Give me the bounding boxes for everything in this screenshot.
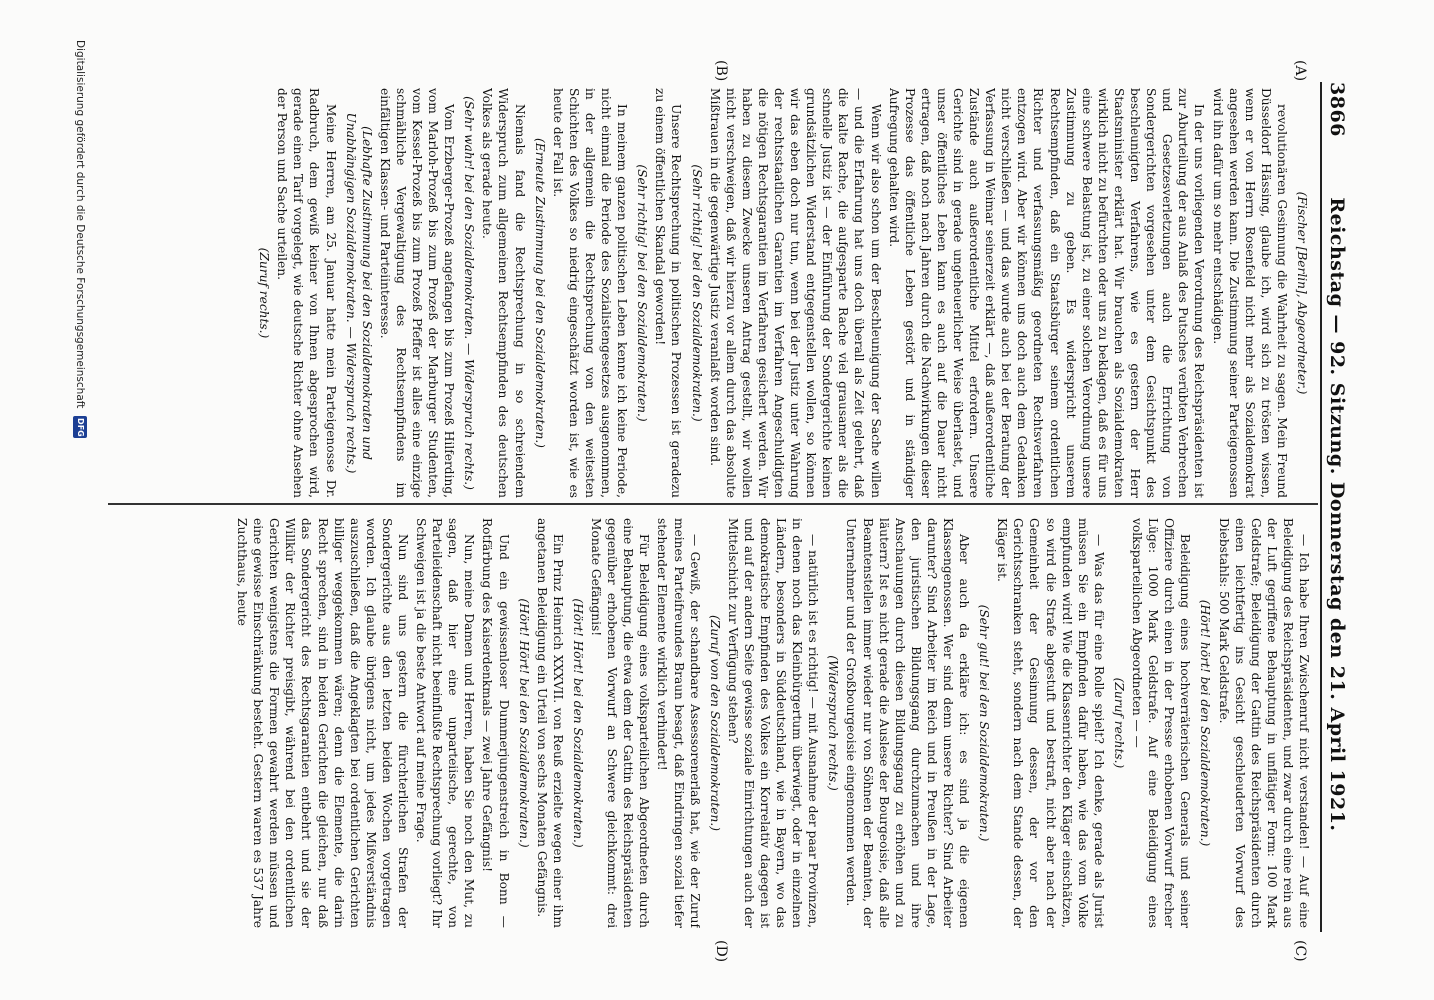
right-column-paragraph: Für Beleidigung eines volksparteilichen Abgeordneten durch eine Behauptung, die etwa dem der Gattin des Reichspräsidenten gegenüber erhobenen Vorwurf an Schwere gleichkommt: drei Monate Gefängnis! <box>589 518 652 928</box>
right-column-paragraph: — Ich habe Ihren Zwischenruf nicht verstanden! — Auf eine Beleidigung des Reichspräsidenten, und zwar durch eine rein aus der Luft gegriffene Behauptung in unflätiger Form: 100 Mark Geldstrafe; Beleidigung der Gattin des Reichspräsidenten durch einen leichtfertig ins Gesicht geschleuderten Vorwurf des Diebstahls: 500 Mark Geldstrafe. <box>1216 518 1311 928</box>
right-column-paragraph: (Zuruf von den Sozialdemokraten.) <box>707 615 722 831</box>
page-number: 3866 <box>1326 82 1348 137</box>
right-column-paragraph: — Was das für eine Rolle spielt? Ich denke, gerade als Jurist müssen Sie ein Empfinden dafür haben, wie das vom Volke empfunden wird! Wie die Klassenrichter den Kläger einschätzen, so wird die Strafe abgestuft und bestraft, nicht aber nach der Gemeinheit der Gesinnung dessen, der vor den Gerichtsschranken steht, sondern nach dem Stande dessen, der Kläger ist. <box>995 518 1106 928</box>
left-column-paragraph: (Erneute Zustimmung bei den Sozialdemokraten.) <box>532 138 547 448</box>
left-column-paragraph: (Zuruf rechts.) <box>257 247 272 339</box>
right-column-paragraph: (Hört! hört! bei den Sozialdemokraten.) <box>1198 599 1213 847</box>
dfg-logo: DFG <box>73 416 87 438</box>
right-column-paragraph: Nun sind uns gestern die fürchterlichen Strafen der Sondergerichte aus den letzten beiden Wochen vorgetragen worden. Ich glaube übrigens nicht, um jedes Mißverständnis auszuschließen, daß die Angeklagten bei ordentlichen Gerichten billiger weggekommen wären; denn die Elemente, die darin Recht sprechen, sind in beiden Gerichten die gleichen, nur daß das Sondergericht des Rechtsgarantien entbehrt und sie der Willkür der Richter preisgibt, während bei den ordentlichen Gerichten wenigstens die Formen gewahrt werden müssen und eine gewisse Einschränkung besteht. Gestern waren es 537 Jahre Zuchthaus, heute <box>235 518 411 928</box>
left-column-paragraph: revolutionären Gesinnung die Wahrheit zu sagen. Mein Freund Düsseldorf Hässing, glaube ich, wird sich zu trösten wissen, wenn er von Herrn Rosenfeld nicht mehr als Sozialdemokrat angesehen werden kann. Die Zustimmung seiner Parteigenossen wird ihn dafür um so mehr entschädigen. <box>1210 88 1289 498</box>
left-column-paragraph: (Lebhafte Zustimmung bei den Sozialdemokraten und Unabhängigen Sozialdemokraten. — Widerspruch rechts.) <box>343 112 374 474</box>
column-divider <box>108 503 1318 505</box>
left-column <box>112 88 1312 498</box>
left-column-paragraph: Meine Herren, am 25. Januar hatte mein Parteigenosse Dr. Radbruch, dem gewiß keiner von Ihnen abgesprochen wird, gerade einen Tarif vorgelegt, wie deutsche Richter ohne Ansehen der Person und Sache urteilen. <box>275 88 338 498</box>
right-column-paragraph: Aber auch da erkläre ich: es sind ja die eigenen Klassengenossen. Wer sind denn unsere Richter? Sind Arbeiter darunter? Sind Arbeiter im Reich und in Preußen in der Lage, den juristischen Bildungsgang durchzumachen und ihre Anschauungen durch diesen Bildungsgang zu erhöhen und zu läutern? Ist es nicht gerade die Auslese der Bourgeoisie, daß alle Beamtenstellen immer wieder nur von Söhnen der Beamten, der Unternehmer und der Großbourgeoisie eingenommen werden. <box>844 518 972 928</box>
right-column-paragraph: Ein Prinz Heinrich XXXVII. von Reuß erzielte wegen einer ihm angetanen Beleidigung ein Urteil von sechs Monaten Gefängnis. <box>534 518 565 928</box>
left-column-paragraph: (Fischer [Berlin], Abgeordneter.) <box>1295 191 1309 395</box>
right-column-paragraph: (Widerspruch rechts.) <box>826 655 841 791</box>
margin-label-c: (C) <box>1292 940 1308 962</box>
right-column-paragraph: Beleidigung eines hochverräterischen Generals und seiner Offiziere durch einen in der Presse erhobenen Vorwurf frecher Lüge: 1000 Mark Geldstrafe. Auf eine Beleidigung eines volksparteilichen Abgeordneten — — <box>1130 518 1193 928</box>
left-column-paragraph: Vom Erzberger-Prozeß angefangen bis zum Prozeß Hilferding, vom Marloh-Prozeß bis zum Prozeß der Marburger Studenten, vom Kessel-Prozeß bis zum Prozeß Pfeffer ist alles eine einzige schmähliche Vergewaltigung des Rechtsempfindens im einfältigen Klassen- und Parteiinteresse. <box>377 88 457 498</box>
right-column-paragraph: Nun, meine Damen und Herren, haben Sie noch den Mut, zu sagen, daß hier eine unparteiische, gerechte, von Parteileidenschaft nicht beeinflußte Rechtsprechung vorliegt? Ihr Schweigen ist ja die beste Antwort auf meine Frage. <box>414 518 477 928</box>
right-column-paragraph: (Hört! Hört! bei den Sozialdemokraten.) <box>516 598 531 848</box>
left-column-paragraph: In der uns vorliegenden Verordnung des Reichspräsidenten ist zur Aburteilung der aus Anlaß des Putsches verübten Verbrechen und Gesetzesverletzungen auch die Errichtung von Sondergerichten vorgesehen unter dem Gesichtspunkt des beschleunigten Verfahrens, wie es gestern der Herr Staatsminister erklärt hat. Wir brauchen als Sozialdemokraten wirklich nicht zu befürchten oder uns zu beklagen, daß es für uns eine schwere Belastung ist, zu einer solchen Verordnung unsere Zustimmung zu geben. Es widerspricht unserem Rechtsempfinden, daß ein Staatsbürger seinem ordentlichen Richter und verfassungsmäßig geordneten Rechtsverfahren entzogen wird. Aber wir können uns doch auch dem Gedanken nicht verschließen — und das wurde auch bei der Beratung der Verfassung in Weimar seinerzeit erklärt —, daß außerordentliche Zustände auch außerordentliche Mittel erfordern. Unsere Gerichte sind in gerade ungeheuerlicher Weise überlastet, und unser öffentliches Leben kann es auch auf die Dauer nicht ertragen, daß noch nach Jahren durch die Nachwirkungen dieser Prozesse das öffentliche Leben gestört und in ständiger Aufregung gehalten wird. <box>886 88 1207 498</box>
margin-label-a: (A) <box>1292 60 1308 82</box>
page-header <box>1326 82 1360 932</box>
left-column-paragraph: (Sehr wahr! bei den Sozialdemokraten. — Widerspruch rechts.) <box>462 96 477 490</box>
right-column-paragraph: — natürlich ist es richtig! — mit Ausnahme der paar Provinzen, in denen noch das Kleinbürgertum überwiegt, oder in einzelnen Ländern, besonders in Süddeutschland, wie in Bayern, wo das demokratische Empfinden des Volkes ein Korrelativ dagegen ist und auf der andern Seite gewisse soziale Einrichtungen auch der Mittelschicht zur Verfügung stehen? <box>725 518 821 928</box>
right-column-paragraph: Und ein gewissenloser Dummerjungenstreich in Bonn — Rotfärbung des Kaiserdenkmals — zwei Jahre Gefängnis! <box>480 518 511 928</box>
left-column-paragraph: (Sehr richtig! bei den Sozialdemokraten.) <box>689 164 704 422</box>
right-column-paragraph: (Hört! Hört! bei den Sozialdemokraten.) <box>570 598 585 848</box>
right-column-paragraph: (Sehr gut! bei den Sozialdemokraten.) <box>977 604 992 842</box>
right-column-paragraph: (Zuruf rechts.) <box>1111 677 1126 769</box>
margin-label-b: (B) <box>713 60 729 82</box>
left-column-paragraph: In meinem ganzen politischen Leben kenne ich keine Periode, nicht einmal die Periode des Sozialistengesetzes ausgenommen, in der allgemein die Rechtsprechung von den weitesten Schichten des Volkes so niedrig eingeschätzt worden ist, wie es heute der Fall ist. <box>550 88 630 498</box>
header-rule <box>1320 82 1322 932</box>
margin-label-d: (D) <box>713 940 729 963</box>
right-column-paragraph: — Gewiß, der schandbare Assessorenerlaß hat, wie der Zuruf meines Parteifreundes Braun besagt, daß Eindringen sozial tiefer stehender Elemente wirklich verhindert! <box>655 518 702 928</box>
left-column-paragraph: Niemals fand die Rechtsprechung in so schreiendem Widerspruch zum allgemeinen Rechtsempfinden des deutschen Volkes als gerade heute. <box>480 88 527 498</box>
right-column <box>112 518 1312 928</box>
left-column-paragraph: Unsere Rechtsprechung in politischen Prozessen ist geradezu zu einem öffentlichen Skandal geworden! <box>653 88 684 498</box>
left-column-paragraph: Wenn wir also schon um der Beschleunigung der Sache willen — und die Erfahrung hat uns doch überall als Zeit gelehrt, daß die kalte Rache, die aufgesparte Rache viel grausamer als die schnelle Justiz ist — der Einführung der Sondergerichte keinen grundsätzlichen Widerstand entgegenstellen wollen, so können wir das eben doch nur tun, wenn bei der Justiz unter Wahrung der rechtsstaatlichen Garantien im Verfahren Angeschuldigten die nötigen Rechtsgarantien im Verfahren gesichert werden. Wir haben zu diesem Zwecke unseren Antrag gestellt, wir wollen nicht verschweigen, daß wir hierzu vor allem durch das absolute Mißtrauen in die gegenwärtige Justiz veranlaßt worden sind. <box>707 88 883 498</box>
digitization-credit <box>69 40 91 960</box>
page-title: Reichstag — 92. Sitzung. Donnerstag den 21. April 1921. <box>1326 197 1348 832</box>
left-column-paragraph: (Sehr richtig! bei den Sozialdemokraten.) <box>635 164 650 422</box>
credit-text: Digitalisierung gefördert durch die Deutsche Forschungsgemeinschaft <box>74 40 86 409</box>
